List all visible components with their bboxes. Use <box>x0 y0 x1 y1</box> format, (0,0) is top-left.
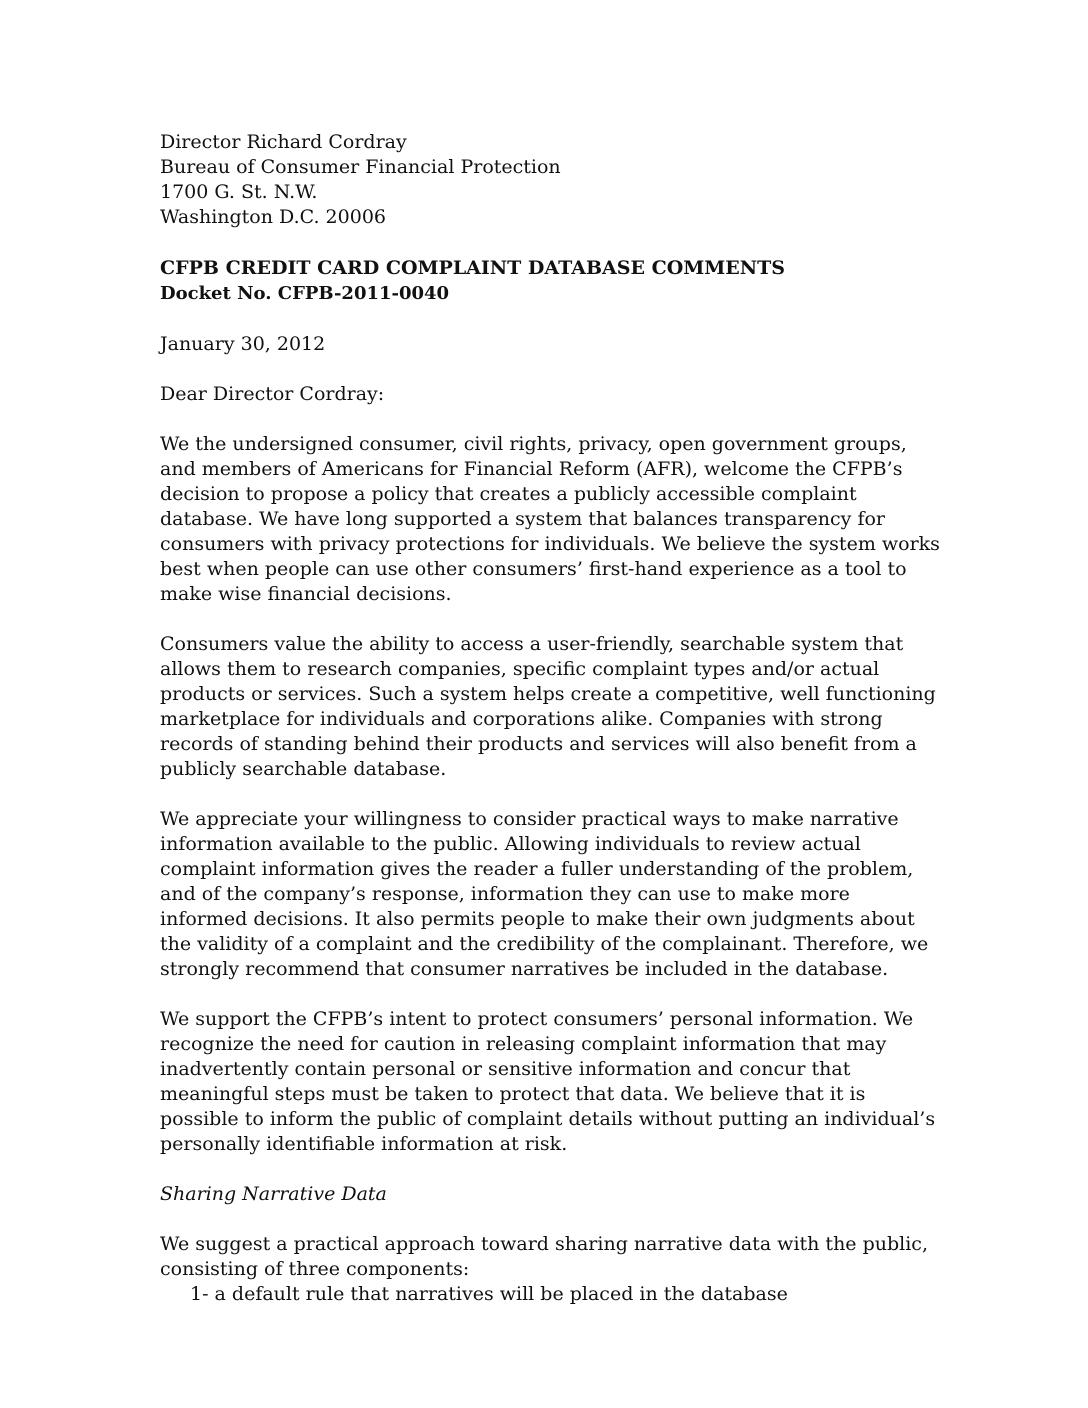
recipient-address <box>160 130 940 230</box>
letter-page <box>160 130 940 1307</box>
body-paragraph: We the undersigned consumer, civil rights, privacy, open government groups, and members of Americans for Financial Reform (AFR), welcome the CFPB’s decision to propose a policy that creates a publicly accessible complaint database. We have long supported a system that balances transparency for consumers with privacy protections for individuals. We believe the system works best when people can use other consumers’ first-hand experience as a tool to make wise financial decisions. <box>160 433 940 605</box>
letter-title: CFPB CREDIT CARD COMPLAINT DATABASE COMMENTS <box>160 257 786 279</box>
section-heading: Sharing Narrative Data <box>160 1183 387 1205</box>
body-paragraph: Consumers value the ability to access a user-friendly, searchable system that allows them to research companies, specific complaint types and/or actual products or services. Such a system helps create a competitive, well functioning marketplace for individuals and corporations alike. Companies with strong records of standing behind their products and services will also benefit from a publicly searchable database. <box>160 633 936 780</box>
section-intro: We suggest a practical approach toward sharing narrative data with the public, consisting of three components: <box>160 1233 928 1280</box>
recipient-name: Director Richard Cordray <box>160 131 407 153</box>
letter-heading <box>160 256 940 306</box>
recipient-city: Washington D.C. 20006 <box>160 206 386 228</box>
docket-number: Docket No. CFPB-2011-0040 <box>160 283 450 304</box>
salutation: Dear Director Cordray: <box>160 383 385 405</box>
component-list <box>160 1282 940 1307</box>
body-paragraph: We support the CFPB’s intent to protect consumers’ personal information. We recognize the need for caution in releasing complaint information that may inadvertently contain personal or sensitive information and concur that meaningful steps must be taken to protect that data. We believe that it is possible to inform the public of complaint details without putting an individual’s personally identifiable information at risk. <box>160 1008 936 1155</box>
body-paragraph: We appreciate your willingness to consider practical ways to make narrative information available to the public. Allowing individuals to review actual complaint information gives the reader a fuller understanding of the problem, and of the company’s response, information they can use to make more informed decisions. It also permits people to make their own judgments about the validity of a complaint and the credibility of the complainant. Therefore, we strongly recommend that consumer narratives be included in the database. <box>160 808 929 980</box>
list-item: 1- a default rule that narratives will be placed in the database <box>190 1283 788 1305</box>
recipient-street: 1700 G. St. N.W. <box>160 181 318 203</box>
recipient-organization: Bureau of Consumer Financial Protection <box>160 156 561 178</box>
letter-date: January 30, 2012 <box>160 333 326 355</box>
